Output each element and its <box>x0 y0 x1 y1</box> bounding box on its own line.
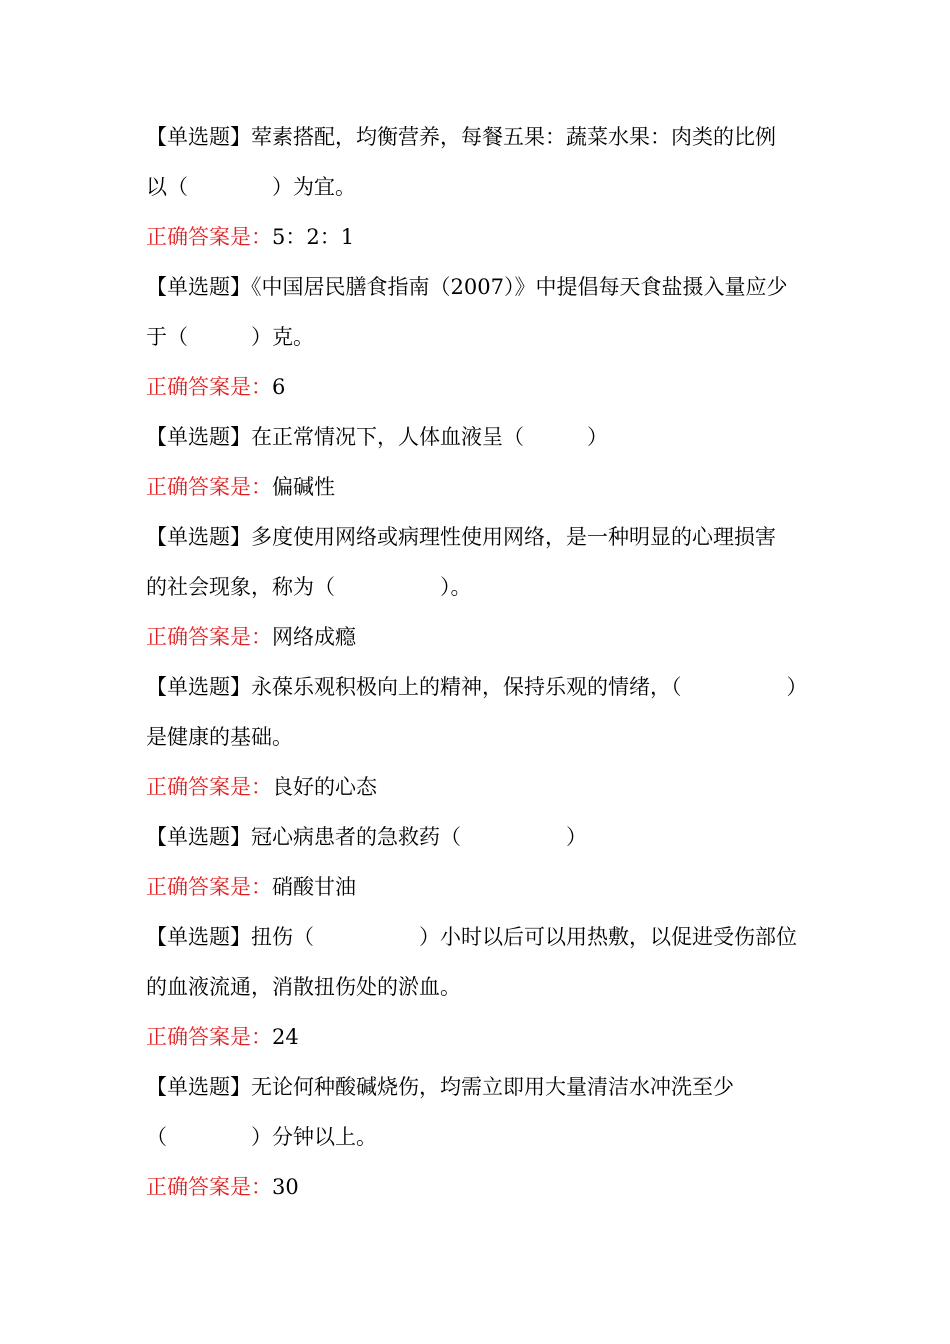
answer-line <box>146 362 810 412</box>
answer-line <box>146 1012 810 1062</box>
answer-value: 良好的心态 <box>272 775 377 799</box>
question-text: 【单选题】永葆乐观积极向上的精神，保持乐观的情绪，（ ） <box>146 675 808 699</box>
question-4 <box>146 512 810 662</box>
answer-line <box>146 612 810 662</box>
question-text: 【单选题】在正常情况下，人体血液呈（ ） <box>146 425 608 449</box>
answer-line <box>146 212 810 262</box>
answer-label: 正确答案是： <box>146 1025 272 1049</box>
question-text: 【单选题】扭伤（ ）小时以后可以用热敷，以促进受伤部位 <box>146 925 797 949</box>
question-3 <box>146 412 810 512</box>
answer-value: 偏碱性 <box>272 475 335 499</box>
question-text: 【单选题】无论何种酸碱烧伤，均需立即用大量清洁水冲洗至少 <box>146 1075 734 1099</box>
question-list <box>146 112 810 1212</box>
question-6 <box>146 812 810 912</box>
answer-label: 正确答案是： <box>146 225 272 249</box>
question-text: 【单选题】《中国居民膳食指南（2007）》中提倡每天食盐摄入量应少 <box>146 275 788 299</box>
answer-label: 正确答案是： <box>146 625 272 649</box>
answer-value: 5：2：1 <box>272 225 355 249</box>
answer-label: 正确答案是： <box>146 1175 272 1199</box>
question-text-continued: （ ）分钟以上。 <box>146 1125 377 1149</box>
question-text-continued: 于（ ）克。 <box>146 325 314 349</box>
question-7 <box>146 912 810 1062</box>
answer-value: 硝酸甘油 <box>272 875 356 899</box>
question-text-continued: 以（ ）为宜。 <box>146 175 356 199</box>
question-text-continued: 的血液流通，消散扭伤处的淤血。 <box>146 975 461 999</box>
answer-label: 正确答案是： <box>146 775 272 799</box>
question-text: 【单选题】荤素搭配，均衡营养，每餐五果：蔬菜水果：肉类的比例 <box>146 125 776 149</box>
question-text: 【单选题】多度使用网络或病理性使用网络，是一种明显的心理损害 <box>146 525 776 549</box>
question-text: 【单选题】冠心病患者的急救药（ ） <box>146 825 587 849</box>
answer-label: 正确答案是： <box>146 475 272 499</box>
answer-value: 网络成瘾 <box>272 625 356 649</box>
question-1 <box>146 112 810 262</box>
answer-label: 正确答案是： <box>146 875 272 899</box>
question-text-continued: 的社会现象，称为（ ）。 <box>146 575 472 599</box>
answer-value: 6 <box>272 375 286 399</box>
question-2 <box>146 262 810 412</box>
answer-line <box>146 862 810 912</box>
answer-label: 正确答案是： <box>146 375 272 399</box>
question-5 <box>146 662 810 812</box>
question-text-continued: 是健康的基础。 <box>146 725 293 749</box>
answer-line <box>146 1162 810 1212</box>
answer-line <box>146 462 810 512</box>
answer-line <box>146 762 810 812</box>
answer-value: 24 <box>272 1025 299 1049</box>
question-8 <box>146 1062 810 1212</box>
answer-value: 30 <box>272 1175 299 1199</box>
